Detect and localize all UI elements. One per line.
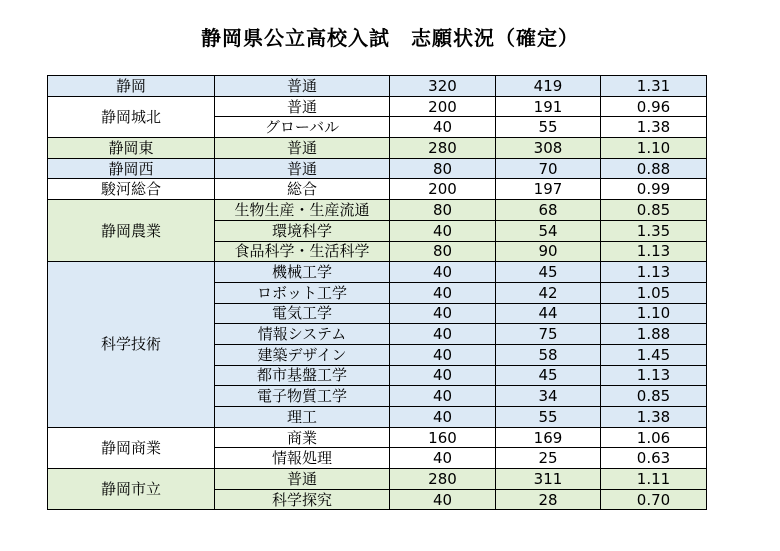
capacity-cell: 40 bbox=[390, 386, 496, 407]
capacity-cell: 160 bbox=[390, 427, 496, 448]
ratio-cell: 1.45 bbox=[601, 344, 707, 365]
capacity-cell: 40 bbox=[390, 448, 496, 469]
capacity-cell: 40 bbox=[390, 365, 496, 386]
applicants-cell: 25 bbox=[496, 448, 601, 469]
course-cell: 普通 bbox=[215, 469, 390, 490]
course-cell: 普通 bbox=[215, 96, 390, 117]
capacity-cell: 40 bbox=[390, 489, 496, 510]
capacity-cell: 280 bbox=[390, 138, 496, 159]
course-cell: 環境科学 bbox=[215, 220, 390, 241]
school-name-cell: 静岡東 bbox=[48, 138, 215, 159]
applicants-cell: 58 bbox=[496, 344, 601, 365]
capacity-cell: 40 bbox=[390, 220, 496, 241]
school-name-cell: 静岡西 bbox=[48, 158, 215, 179]
course-cell: 普通 bbox=[215, 138, 390, 159]
table-row bbox=[48, 76, 707, 97]
capacity-cell: 200 bbox=[390, 179, 496, 200]
applicants-cell: 45 bbox=[496, 262, 601, 283]
applicants-cell: 197 bbox=[496, 179, 601, 200]
ratio-cell: 1.11 bbox=[601, 469, 707, 490]
applicants-cell: 55 bbox=[496, 407, 601, 428]
course-cell: 情報システム bbox=[215, 324, 390, 345]
applicants-cell: 311 bbox=[496, 469, 601, 490]
table-row bbox=[48, 96, 707, 117]
capacity-cell: 40 bbox=[390, 282, 496, 303]
capacity-cell: 40 bbox=[390, 117, 496, 138]
ratio-cell: 0.99 bbox=[601, 179, 707, 200]
course-cell: 科学探究 bbox=[215, 489, 390, 510]
applicants-cell: 54 bbox=[496, 220, 601, 241]
ratio-cell: 1.38 bbox=[601, 117, 707, 138]
applicants-cell: 169 bbox=[496, 427, 601, 448]
table-row bbox=[48, 469, 707, 490]
course-cell: グローバル bbox=[215, 117, 390, 138]
ratio-cell: 1.88 bbox=[601, 324, 707, 345]
course-cell: 情報処理 bbox=[215, 448, 390, 469]
page-title: 静岡県公立高校入試 志願状況（確定） bbox=[201, 26, 579, 50]
school-name-cell: 静岡商業 bbox=[48, 427, 215, 468]
ratio-cell: 1.10 bbox=[601, 303, 707, 324]
applicants-cell: 42 bbox=[496, 282, 601, 303]
course-cell: 建築デザイン bbox=[215, 344, 390, 365]
course-cell: 電気工学 bbox=[215, 303, 390, 324]
capacity-cell: 40 bbox=[390, 262, 496, 283]
course-cell: 生物生産・生産流通 bbox=[215, 200, 390, 221]
applicants-cell: 90 bbox=[496, 241, 601, 262]
capacity-cell: 40 bbox=[390, 344, 496, 365]
applicants-cell: 419 bbox=[496, 76, 601, 97]
school-name-cell: 静岡城北 bbox=[48, 96, 215, 137]
course-cell: 食品科学・生活科学 bbox=[215, 241, 390, 262]
ratio-cell: 0.70 bbox=[601, 489, 707, 510]
applicants-cell: 34 bbox=[496, 386, 601, 407]
capacity-cell: 320 bbox=[390, 76, 496, 97]
course-cell: 理工 bbox=[215, 407, 390, 428]
ratio-cell: 1.06 bbox=[601, 427, 707, 448]
applicants-cell: 28 bbox=[496, 489, 601, 510]
course-cell: 普通 bbox=[215, 158, 390, 179]
capacity-cell: 80 bbox=[390, 158, 496, 179]
table-row bbox=[48, 158, 707, 179]
ratio-cell: 0.85 bbox=[601, 200, 707, 221]
course-cell: 総合 bbox=[215, 179, 390, 200]
school-name-cell: 静岡市立 bbox=[48, 469, 215, 510]
ratio-cell: 0.88 bbox=[601, 158, 707, 179]
table-row bbox=[48, 179, 707, 200]
capacity-cell: 40 bbox=[390, 324, 496, 345]
capacity-cell: 280 bbox=[390, 469, 496, 490]
table-row bbox=[48, 138, 707, 159]
school-name-cell: 静岡 bbox=[48, 76, 215, 97]
applicants-cell: 75 bbox=[496, 324, 601, 345]
table-body bbox=[48, 76, 707, 510]
school-name-cell: 静岡農業 bbox=[48, 200, 215, 262]
school-name-cell: 科学技術 bbox=[48, 262, 215, 428]
ratio-cell: 1.13 bbox=[601, 365, 707, 386]
ratio-cell: 1.13 bbox=[601, 262, 707, 283]
ratio-cell: 0.96 bbox=[601, 96, 707, 117]
applicants-cell: 45 bbox=[496, 365, 601, 386]
application-status-table bbox=[47, 75, 707, 510]
ratio-cell: 0.63 bbox=[601, 448, 707, 469]
applicants-cell: 68 bbox=[496, 200, 601, 221]
ratio-cell: 1.05 bbox=[601, 282, 707, 303]
ratio-cell: 0.85 bbox=[601, 386, 707, 407]
capacity-cell: 200 bbox=[390, 96, 496, 117]
applicants-cell: 44 bbox=[496, 303, 601, 324]
course-cell: 都市基盤工学 bbox=[215, 365, 390, 386]
ratio-cell: 1.10 bbox=[601, 138, 707, 159]
table-row bbox=[48, 427, 707, 448]
school-name-cell: 駿河総合 bbox=[48, 179, 215, 200]
ratio-cell: 1.31 bbox=[601, 76, 707, 97]
course-cell: ロボット工学 bbox=[215, 282, 390, 303]
capacity-cell: 40 bbox=[390, 407, 496, 428]
course-cell: 機械工学 bbox=[215, 262, 390, 283]
capacity-cell: 80 bbox=[390, 200, 496, 221]
applicants-cell: 308 bbox=[496, 138, 601, 159]
table-row bbox=[48, 262, 707, 283]
table-row bbox=[48, 200, 707, 221]
applicants-cell: 191 bbox=[496, 96, 601, 117]
course-cell: 商業 bbox=[215, 427, 390, 448]
ratio-cell: 1.13 bbox=[601, 241, 707, 262]
course-cell: 普通 bbox=[215, 76, 390, 97]
ratio-cell: 1.35 bbox=[601, 220, 707, 241]
course-cell: 電子物質工学 bbox=[215, 386, 390, 407]
capacity-cell: 40 bbox=[390, 303, 496, 324]
applicants-cell: 55 bbox=[496, 117, 601, 138]
capacity-cell: 80 bbox=[390, 241, 496, 262]
applicants-cell: 70 bbox=[496, 158, 601, 179]
ratio-cell: 1.38 bbox=[601, 407, 707, 428]
